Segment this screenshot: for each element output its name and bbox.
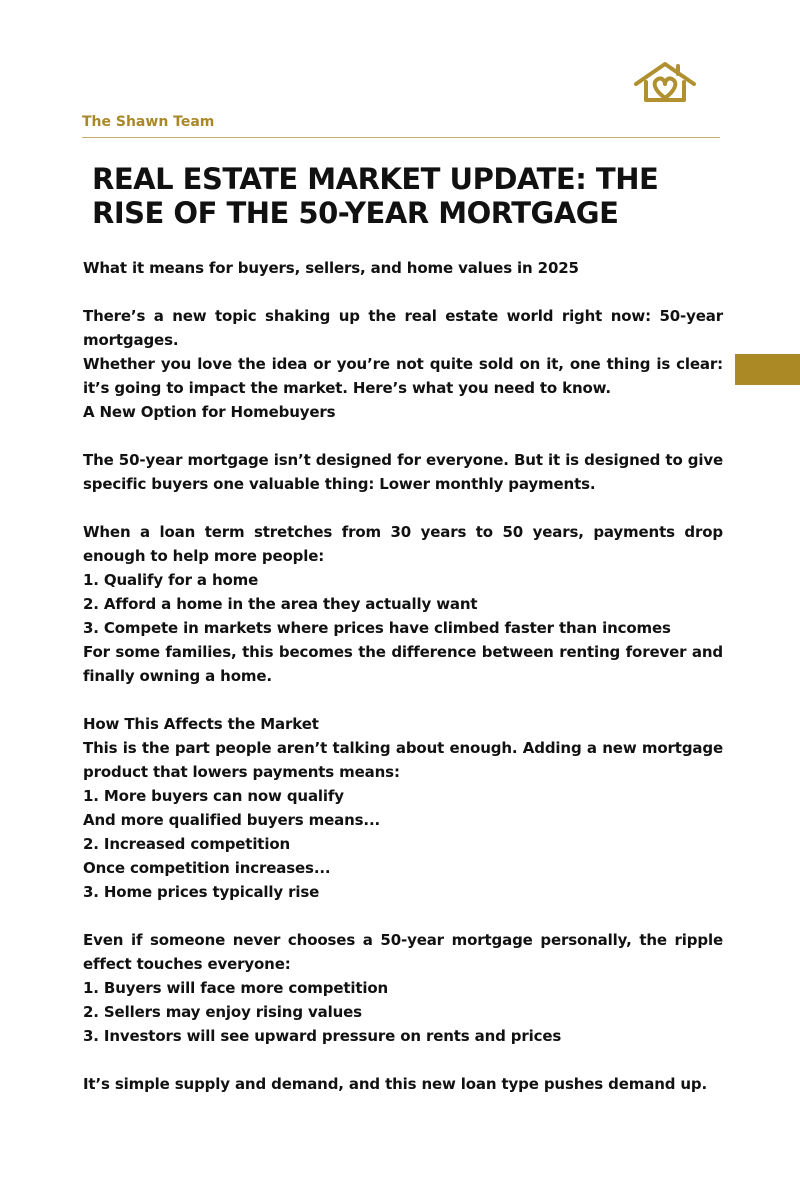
intro-paragraph: There’s a new topic shaking up the real estate world right now: 50-year mortgages. xyxy=(83,307,723,349)
list-item: 1. Buyers will face more competition xyxy=(83,979,389,997)
list-item: 1. More buyers can now qualify xyxy=(83,787,344,805)
article-body xyxy=(83,256,723,1096)
market-paragraph: This is the part people aren’t talking about enough. Adding a new mortgage product that lowers payments means: xyxy=(83,739,723,781)
header-divider xyxy=(82,137,720,138)
intro-paragraph: Whether you love the idea or you’re not quite sold on it, one thing is clear: it’s going to impact the market. Here’s what you need to know. xyxy=(83,355,723,397)
closing-paragraph: It’s simple supply and demand, and this new loan type pushes demand up. xyxy=(83,1075,708,1093)
list-item: Once competition increases... xyxy=(83,859,331,877)
title-line: REAL ESTATE MARKET UPDATE: THE xyxy=(92,162,659,196)
list-item: 2. Increased competition xyxy=(83,835,291,853)
option-paragraph: When a loan term stretches from 30 years to 50 years, payments drop enough to help more people: xyxy=(83,523,723,565)
list-item: 3. Home prices typically rise xyxy=(83,883,320,901)
list-item: 3. Compete in markets where prices have climbed faster than incomes xyxy=(83,619,671,637)
ripple-paragraph: Even if someone never chooses a 50-year mortgage personally, the ripple effect touches everyone: xyxy=(83,931,723,973)
section-heading: A New Option for Homebuyers xyxy=(83,403,336,421)
side-accent-tab xyxy=(735,354,800,385)
article-subtitle: What it means for buyers, sellers, and home values in 2025 xyxy=(83,259,579,277)
list-item: 2. Sellers may enjoy rising values xyxy=(83,1003,362,1021)
house-heart-logo-icon xyxy=(632,60,698,104)
team-name: The Shawn Team xyxy=(82,114,215,130)
list-item: 3. Investors will see upward pressure on rents and prices xyxy=(83,1027,562,1045)
article-title xyxy=(92,162,712,230)
list-item: 2. Afford a home in the area they actually want xyxy=(83,595,478,613)
section-heading: How This Affects the Market xyxy=(83,715,319,733)
option-paragraph: For some families, this becomes the difference between renting forever and finally owning a home. xyxy=(83,643,723,685)
option-paragraph: The 50-year mortgage isn’t designed for everyone. But it is designed to give specific buyers one valuable thing: Lower monthly payments. xyxy=(83,451,723,493)
title-line: RISE OF THE 50-YEAR MORTGAGE xyxy=(92,196,619,230)
list-item: 1. Qualify for a home xyxy=(83,571,259,589)
list-item: And more qualified buyers means... xyxy=(83,811,381,829)
